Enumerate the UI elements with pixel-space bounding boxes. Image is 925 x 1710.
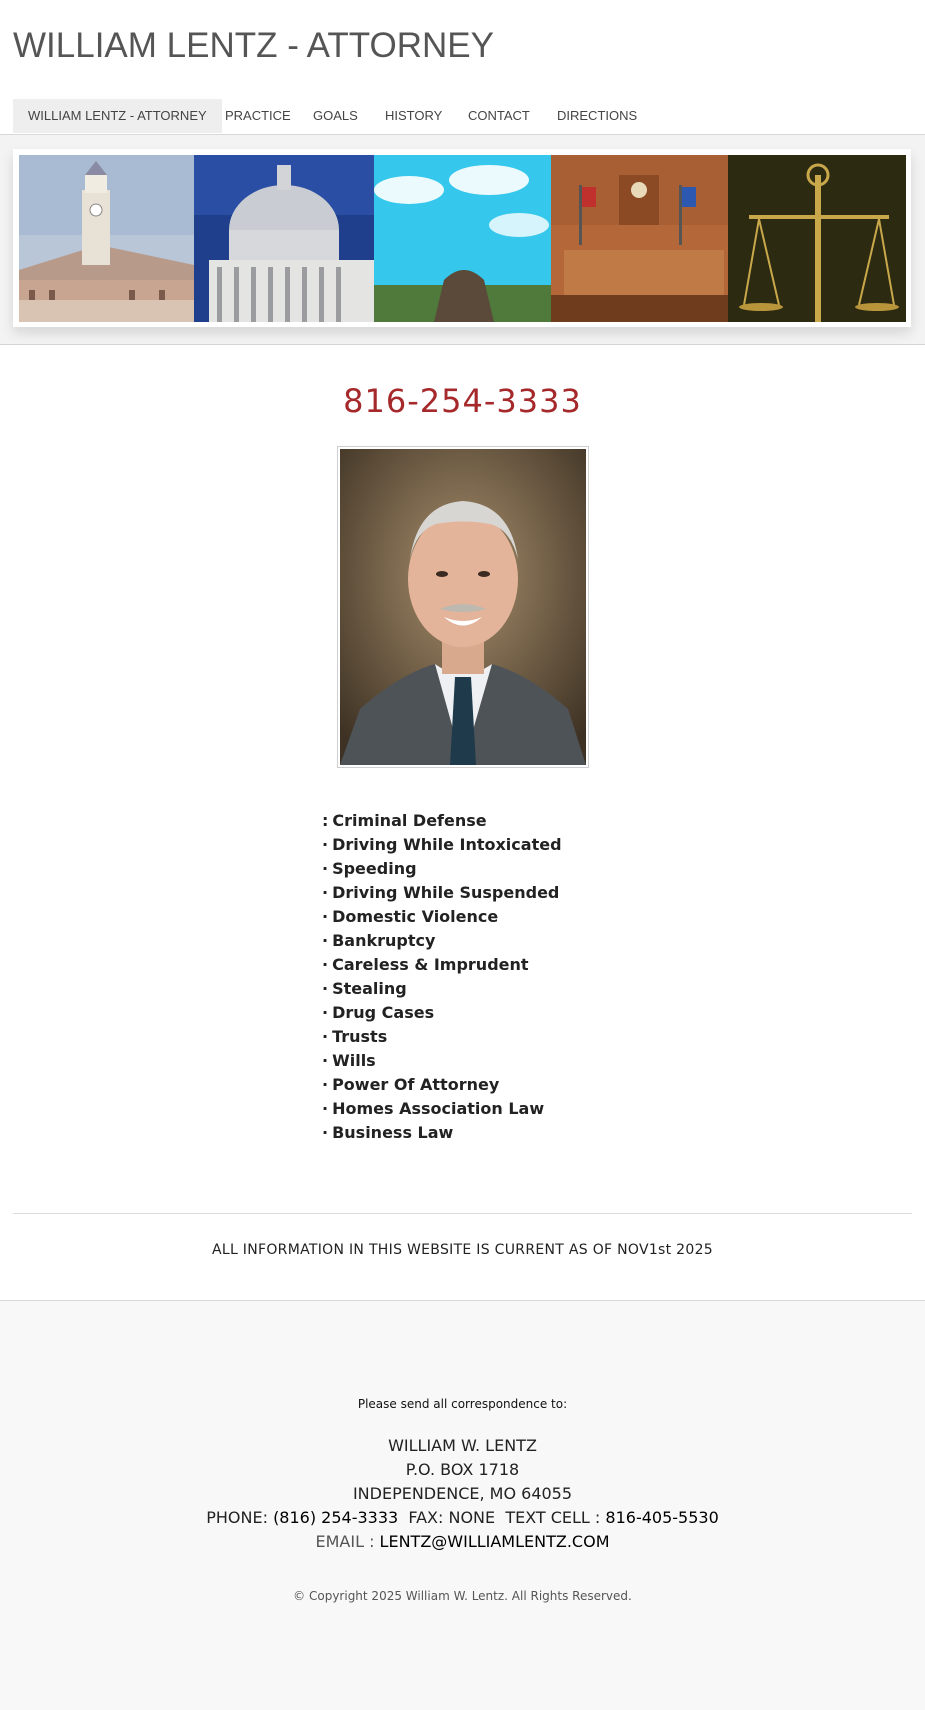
address-name: WILLIAM W. LENTZ xyxy=(388,1436,537,1455)
list-item xyxy=(322,881,562,905)
service-label: Bankruptcy xyxy=(332,931,436,950)
list-bullet: · xyxy=(322,979,329,998)
list-bullet: : xyxy=(322,811,329,830)
service-label: Careless & Imprudent xyxy=(332,955,529,974)
list-bullet: · xyxy=(322,1027,329,1046)
banner-panel-clock-tower xyxy=(19,155,194,322)
service-label: Stealing xyxy=(332,979,407,998)
list-item xyxy=(322,1121,562,1145)
text-cell-link[interactable]: 816-405-5530 xyxy=(605,1508,719,1527)
nav-item-practice[interactable]: PRACTICE xyxy=(225,108,291,123)
fax-label: FAX: NONE xyxy=(408,1508,496,1527)
list-bullet: · xyxy=(322,1051,329,1070)
phone-label: PHONE: xyxy=(206,1508,268,1527)
contact-line xyxy=(0,1506,925,1530)
list-item xyxy=(322,1073,562,1097)
list-item xyxy=(322,809,562,833)
list-bullet: · xyxy=(322,955,329,974)
service-label: Speeding xyxy=(332,859,417,878)
address-po-box: P.O. BOX 1718 xyxy=(405,1460,520,1479)
banner-panel-scales xyxy=(728,155,906,322)
service-label: Driving While Suspended xyxy=(332,883,560,902)
list-item xyxy=(322,833,562,857)
banner-frame xyxy=(13,149,911,327)
email-line xyxy=(0,1530,925,1554)
list-bullet: · xyxy=(322,1075,329,1094)
list-bullet: · xyxy=(322,1099,329,1118)
service-label: Domestic Violence xyxy=(332,907,499,926)
correspondence-label: Please send all correspondence to: xyxy=(357,1397,568,1411)
list-item xyxy=(322,905,562,929)
list-item xyxy=(322,1025,562,1049)
list-bullet: · xyxy=(322,1123,329,1142)
nav-item-home[interactable]: WILLIAM LENTZ - ATTORNEY xyxy=(13,99,222,133)
list-bullet: · xyxy=(322,835,329,854)
list-bullet: · xyxy=(322,931,329,950)
nav-item-directions[interactable]: DIRECTIONS xyxy=(557,108,638,123)
address-city: INDEPENDENCE, MO 64055 xyxy=(352,1484,573,1503)
services-list xyxy=(322,809,562,1145)
currency-notice: ALL INFORMATION IN THIS WEBSITE IS CURRENT AS OF NOV1st 2025 xyxy=(211,1242,714,1258)
banner-panel-bell xyxy=(374,155,551,322)
list-item xyxy=(322,929,562,953)
service-label: Business Law xyxy=(332,1123,454,1142)
service-label: Trusts xyxy=(332,1027,388,1046)
banner-panel-capitol xyxy=(194,155,374,322)
main-navigation xyxy=(0,99,925,135)
nav-item-contact[interactable]: CONTACT xyxy=(468,108,530,123)
text-cell-label: TEXT CELL : xyxy=(505,1508,601,1527)
portrait-image xyxy=(340,449,586,765)
banner-panel-courtroom xyxy=(551,155,728,322)
nav-item-goals[interactable]: GOALS xyxy=(313,108,358,123)
banner-image xyxy=(19,155,906,322)
list-bullet: · xyxy=(322,883,329,902)
list-bullet: · xyxy=(322,1003,329,1022)
list-bullet: · xyxy=(322,859,329,878)
site-title[interactable]: WILLIAM LENTZ - ATTORNEY xyxy=(13,26,494,65)
email-link[interactable]: LENTZ@WILLIAMLENTZ.COM xyxy=(379,1532,610,1551)
service-label: Homes Association Law xyxy=(332,1099,545,1118)
list-bullet: · xyxy=(322,907,329,926)
content-divider xyxy=(13,1213,912,1214)
footer-phone-link[interactable]: (816) 254-3333 xyxy=(273,1508,399,1527)
list-item xyxy=(322,1097,562,1121)
service-label: Wills xyxy=(332,1051,376,1070)
list-item xyxy=(322,1001,562,1025)
service-label: Criminal Defense xyxy=(332,811,487,830)
banner-section xyxy=(0,135,925,345)
mailing-address xyxy=(0,1434,925,1554)
nav-item-history[interactable]: HISTORY xyxy=(385,108,443,123)
main-phone-number[interactable]: 816-254-3333 xyxy=(343,382,582,420)
list-item xyxy=(322,977,562,1001)
list-item xyxy=(322,857,562,881)
footer xyxy=(0,1300,925,1710)
service-label: Power Of Attorney xyxy=(332,1075,500,1094)
attorney-portrait xyxy=(337,446,589,768)
copyright-text: © Copyright 2025 William W. Lentz. All Rights Reserved. xyxy=(293,1589,632,1603)
service-label: Drug Cases xyxy=(332,1003,435,1022)
service-label: Driving While Intoxicated xyxy=(332,835,562,854)
email-label: EMAIL : xyxy=(315,1532,375,1551)
list-item xyxy=(322,953,562,977)
list-item xyxy=(322,1049,562,1073)
